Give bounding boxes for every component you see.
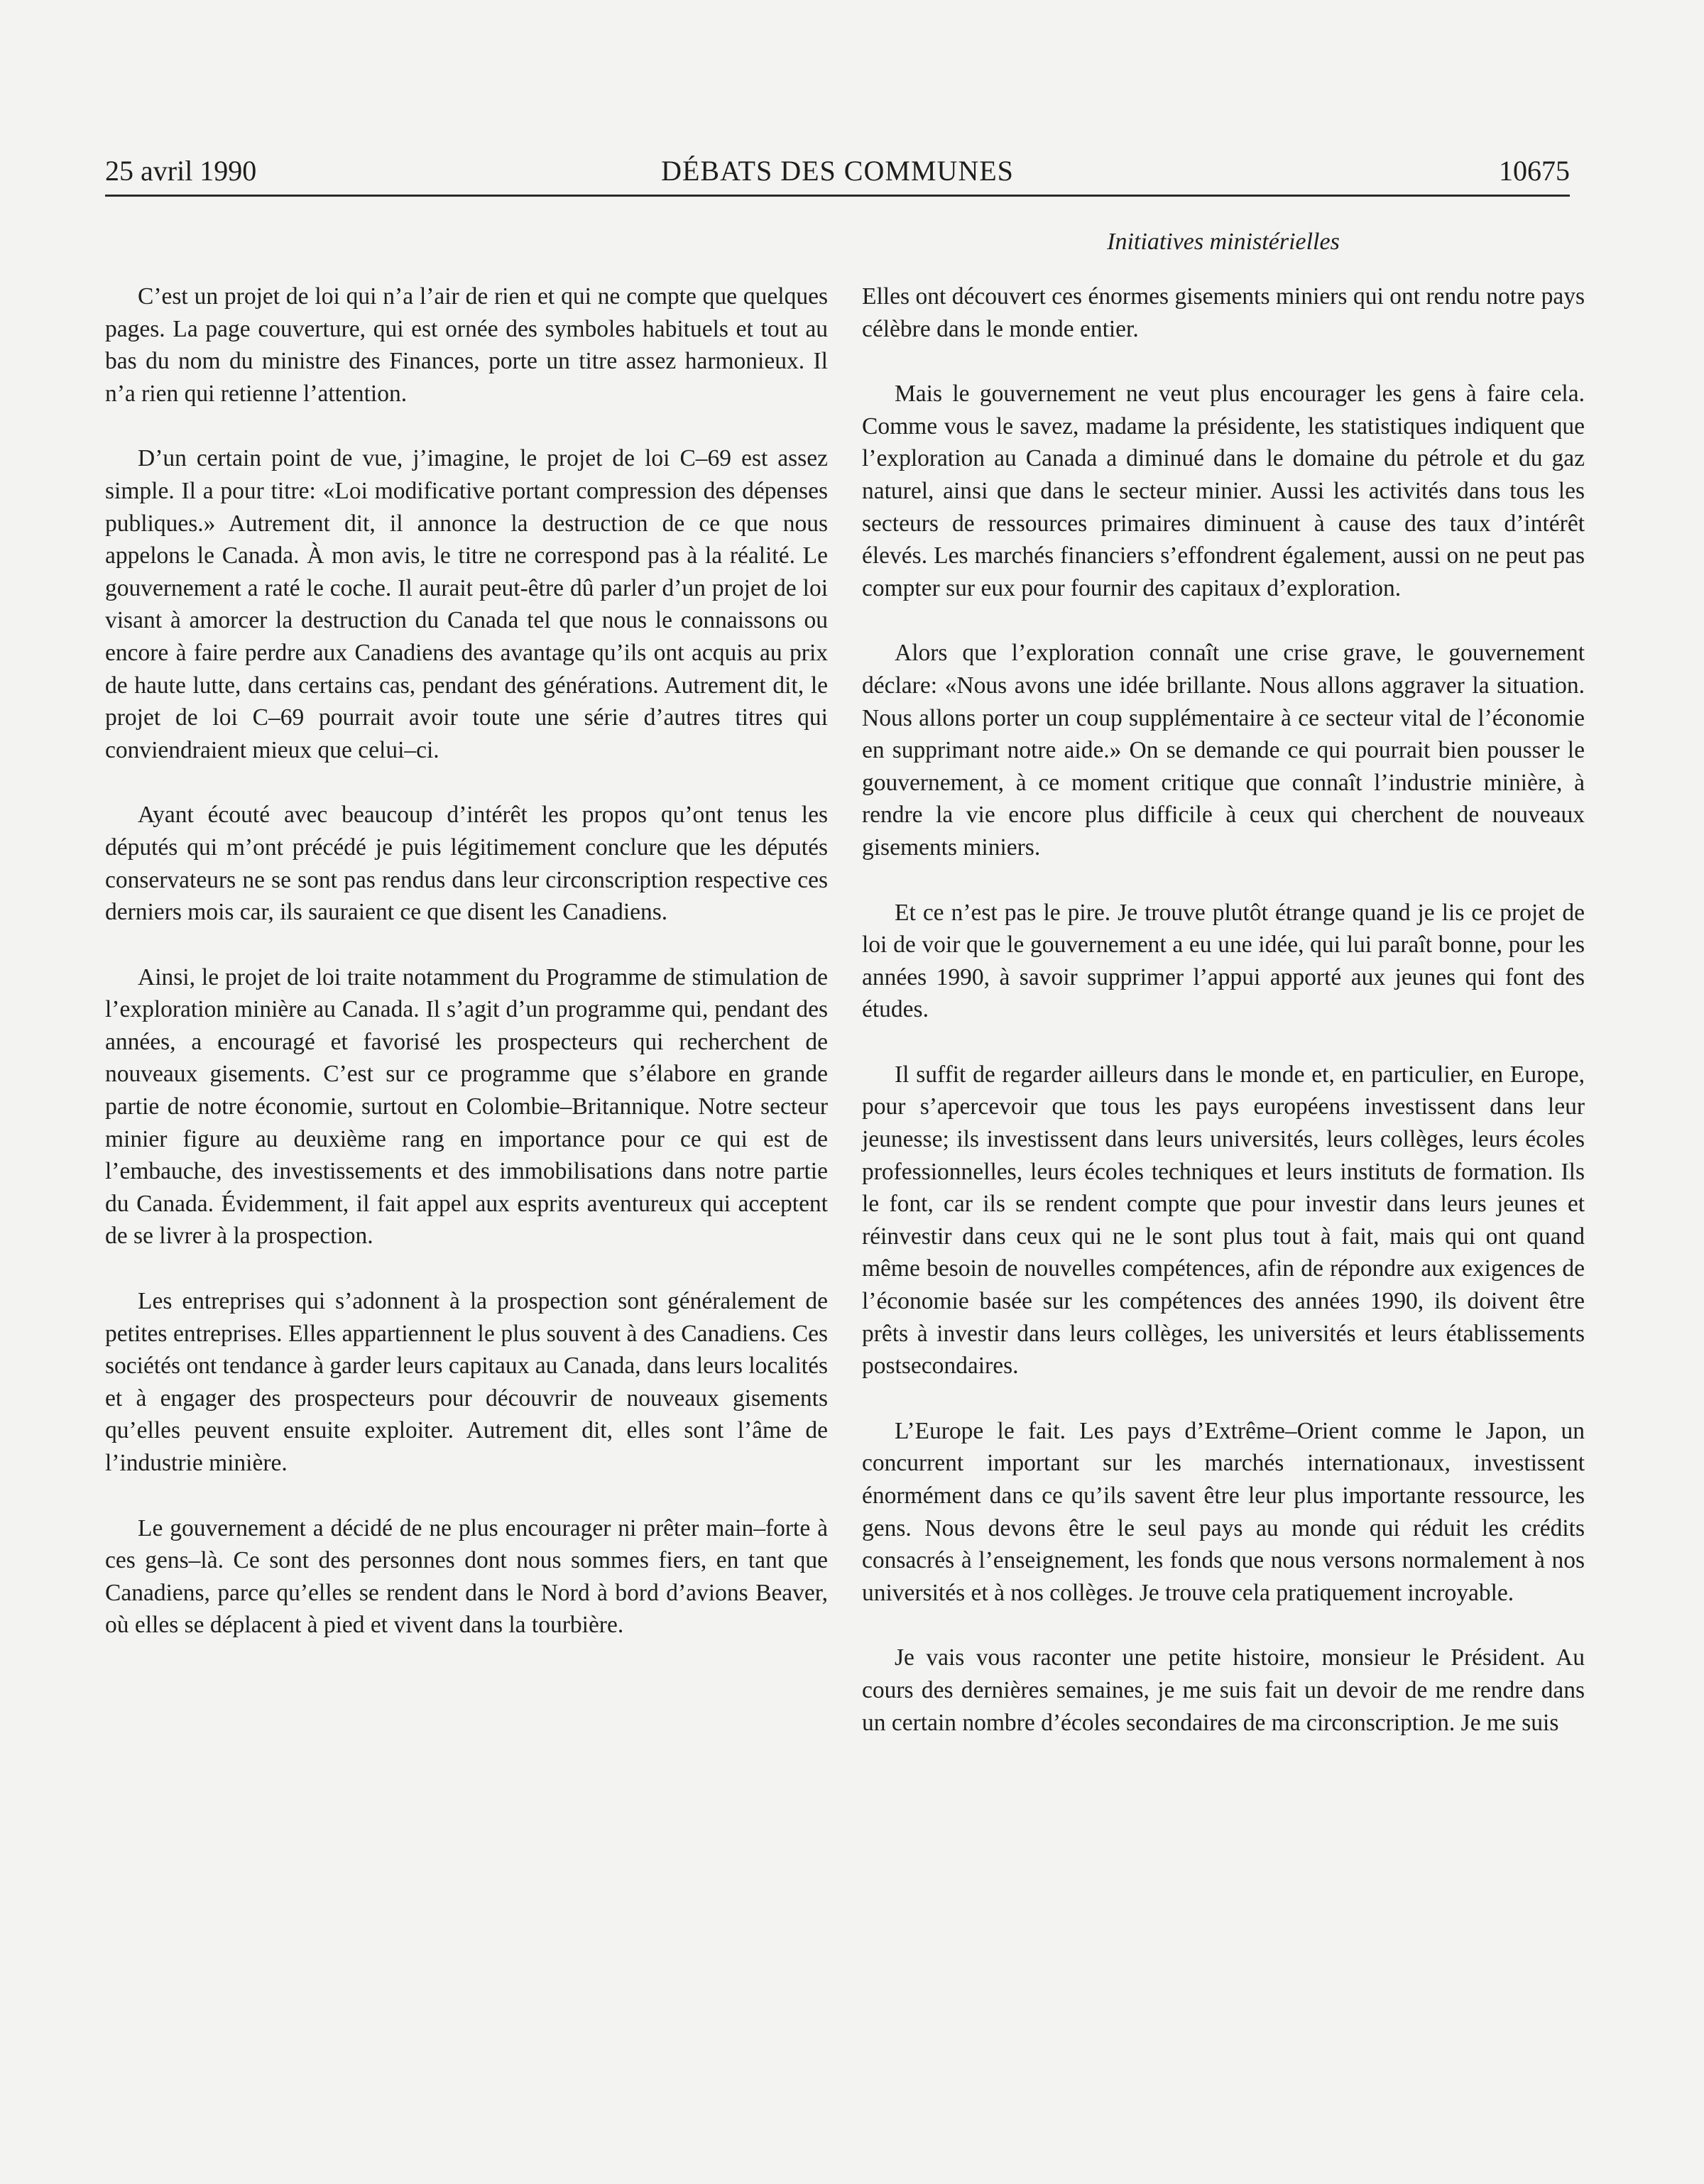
paragraph: Il suffit de regarder ailleurs dans le monde et, en particulier, en Europe, pour s’apercevoir que tous les pays européens investissent dans leur jeunesse; ils investissent dans leurs universités, leurs collèges, leurs écoles professionnelles, leurs écoles techniques et leurs instituts de formation. Ils le font, car ils se rendent compte que pour investir dans leurs jeunes et réinvestir dans ceux qui ne le sont plus tout à fait, mais qui ont quand même besoin de nouvelles compétences, afin de répondre aux exigences de l’économie basée sur les compétences des années 1990, ils doivent être prêts à investir dans leurs collèges, les universités et leurs établissements postsecondaires. <box>862 1061 1585 1380</box>
paragraph: Et ce n’est pas le pire. Je trouve plutôt étrange quand je lis ce projet de loi de voir que le gouvernement a eu une idée, qui lui paraît bonne, pour les années 1990, à savoir supprimer l’appui apporté aux jeunes qui font des études. <box>862 899 1585 1023</box>
header-rule <box>105 195 1570 197</box>
paragraph: Les entreprises qui s’adonnent à la prospection sont généralement de petites entreprises. Elles appartiennent le plus souvent à des Canadiens. Ces sociétés ont tendance à garder leurs capitaux au Canada, dans leurs localités et à engager des prospecteurs pour découvrir de nouveaux gisements qu’elles peuvent ensuite exploiter. Autrement dit, elles sont l’âme de l’industrie minière. <box>105 1288 828 1476</box>
header-page-number: 10675 <box>1499 155 1570 187</box>
paragraph: Ayant écouté avec beaucoup d’intérêt les propos qu’ont tenus les députés qui m’ont précédé je puis légitimement conclure que les députés conservateurs ne se sont pas rendus dans leur circonscription respective ces derniers mois car, ils sauraient ce que disent les Canadiens. <box>105 802 828 926</box>
header-date: 25 avril 1990 <box>105 155 257 187</box>
left-column <box>105 280 828 1674</box>
paragraph: C’est un projet de loi qui n’a l’air de rien et qui ne compte que quelques pages. La page couverture, qui est ornée des symboles habituels et tout au bas du nom du ministre des Finances, porte un titre assez harmonieux. Il n’a rien qui retienne l’attention. <box>105 283 828 407</box>
paragraph: Mais le gouvernement ne veut plus encourager les gens à faire cela. Comme vous le savez, madame la présidente, les statistiques indiquent que l’exploration au Canada a diminué dans le domaine du pétrole et du gaz naturel, ainsi que dans le secteur minier. Aussi les activités dans tous les secteurs de ressources primaires diminuent à cause des taux d’intérêt élevés. Les marchés financiers s’effondrent également, aussi on ne peut pas compter sur eux pour fournir des capitaux d’exploration. <box>862 381 1585 601</box>
paragraph: Elles ont découvert ces énormes gisements miniers qui ont rendu notre pays célèbre dans le monde entier. <box>862 283 1585 342</box>
right-column <box>862 280 1585 1771</box>
paragraph: Alors que l’exploration connaît une crise grave, le gouvernement déclare: «Nous avons une idée brillante. Nous allons aggraver la situation. Nous allons porter un coup supplémentaire à ce secteur vital de l’économie en supprimant notre aide.» On se demande ce qui pourrait bien pousser le gouvernement, à ce moment critique que connaît l’industrie minière, à rendre la vie encore plus difficile à ceux qui cherchent de nouveaux gisements miniers. <box>862 640 1585 861</box>
paragraph: D’un certain point de vue, j’imagine, le projet de loi C–69 est assez simple. Il a pour titre: «Loi modificative portant compression des dépenses publiques.» Autrement dit, il annonce la destruction de ce que nous appelons le Canada. À mon avis, le titre ne correspond pas à la réalité. Le gouvernement a raté le coche. Il aurait peut-être dû parler d’un projet de loi visant à amorcer la destruction du Canada tel que nous le connaissons ou encore à faire perdre aux Canadiens des avantage qu’ils ont acquis au prix de haute lutte, dans certains cas, pendant des générations. Autrement dit, le projet de loi C–69 pourrait avoir toute une série d’autres titres qui conviendraient mieux que celui–ci. <box>105 445 828 763</box>
section-label: Initiatives ministérielles <box>1107 229 1340 255</box>
paragraph: Ainsi, le projet de loi traite notamment du Programme de stimulation de l’exploration minière au Canada. Il s’agit d’un programme qui, pendant des années, a encouragé et favorisé les prospecteurs qui recherchent de nouveaux gisements. C’est sur ce programme que s’élabore en grande partie de notre économie, surtout en Colombie–Britannique. Notre secteur minier figure au deuxième rang en importance pour ce qui est de l’embauche, des investissements et des immobilisations dans notre partie du Canada. Évidemment, il fait appel aux esprits aventureux qui acceptent de se livrer à la prospection. <box>105 963 828 1250</box>
header-title: DÉBATS DES COMMUNES <box>661 155 1014 187</box>
paragraph: Le gouvernement a décidé de ne plus encourager ni prêter main–forte à ces gens–là. Ce sont des personnes dont nous sommes fiers, en tant que Canadiens, parce qu’elles se rendent dans le Nord à bord d’avions Beaver, où elles se déplacent à pied et vivent dans la tourbière. <box>105 1514 828 1639</box>
paragraph: L’Europe le fait. Les pays d’Extrême–Orient comme le Japon, un concurrent important sur les marchés internationaux, investissent énormément dans ce qu’ils savent être leur plus importante ressource, les gens. Nous devons être le seul pays au monde qui réduit les crédits consacrés à l’enseignement, les fonds que nous versons normalement à nos universités et à nos collèges. Je trouve cela pratiquement incroyable. <box>862 1417 1585 1606</box>
page-header <box>105 149 1570 193</box>
paragraph: Je vais vous raconter une petite histoire, monsieur le Président. Au cours des dernières semaines, je me suis fait un devoir de me rendre dans un certain nombre d’écoles secondaires de ma circonscription. Je me suis <box>862 1644 1585 1736</box>
